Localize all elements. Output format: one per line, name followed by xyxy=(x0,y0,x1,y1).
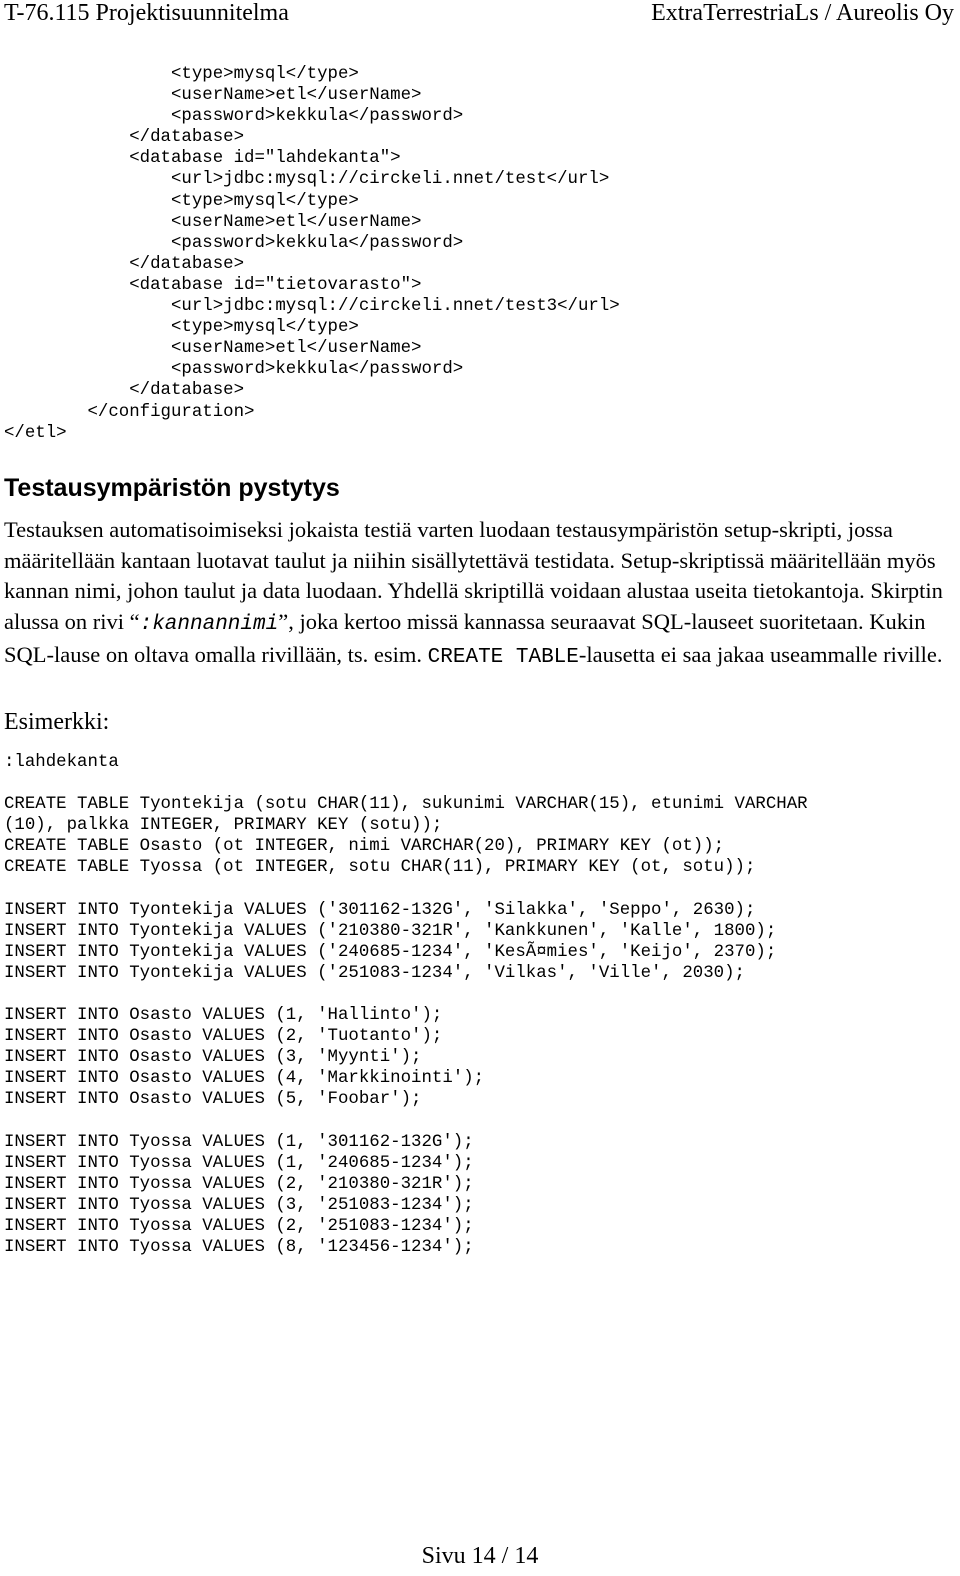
sql-insert-tyossa-block: INSERT INTO Tyossa VALUES (1, '301162-132G'); INSERT INTO Tyossa VALUES (1, '240685-1234'); INSERT INTO Tyossa VALUES (2, '210380-321R'); INSERT INTO Tyossa VALUES (3, '251083-1234'); INSERT INTO Tyossa VALUES (2, '251083-1234'); INSERT INTO Tyossa VALUES (8, '123456-1234'); xyxy=(4,1133,474,1258)
header-company: ExtraTerrestriaLs / Aureolis Oy xyxy=(651,0,954,26)
inline-code-create-table: CREATE TABLE xyxy=(427,646,579,669)
sql-insert-tyontekija-block: INSERT INTO Tyontekija VALUES ('301162-132G', 'Silakka', 'Seppo', 2630); INSERT INTO Tyontekija VALUES ('210380-321R', 'Kankkunen', 'Kalle', 1800); INSERT INTO Tyontekija VALUES ('240685-1234', 'KesÃ¤mies', 'Keijo', 2370); INSERT INTO Tyontekija VALUES ('251083-1234', 'Vilkas', 'Ville', 2030); xyxy=(4,901,777,984)
header-document-code: T-76.115 Projektisuunnitelma xyxy=(4,0,289,26)
paragraph-text-2: ”, joka kertoo missä kannassa seuraavat SQL-lauseet suoritetaan. Kukin SQL-lause on oltava omalla rivillään, ts. esim. xyxy=(4,608,926,667)
sql-create-block: CREATE TABLE Tyontekija (sotu CHAR(11), sukunimi VARCHAR(15), etunimi VARCHAR (10), palkka INTEGER, PRIMARY KEY (sotu)); CREATE TABLE Osasto (ot INTEGER, nimi VARCHAR(20), PRIMARY KEY (ot)); CREATE TABLE Tyossa (ot INTEGER, sotu CHAR(11), PRIMARY KEY (ot, sotu)); xyxy=(4,795,808,878)
xml-config-snippet: <type>mysql</type> <userName>etl</userName> <password>kekkula</password> </database> <database id="lahdekanta"> <url>jdbc:mysql://circkeli.nnet/test</url> <type>mysql</type> <userName>etl</userName> <password>kekkula</password> </database> <database id="tietovarasto"> <url>jdbc:mysql://circkeli.nnet/test3</url> <type>mysql</type> <userName>etl</userName> <password>kekkula</password> </database> </configuration> </etl> xyxy=(4,65,620,443)
page-number: Sivu 14 / 14 xyxy=(421,1543,539,1569)
example-database-label: :lahdekanta xyxy=(4,753,119,772)
section-paragraph xyxy=(4,515,952,674)
inline-code-kannannimi: :kannannimi xyxy=(139,612,279,636)
example-heading: Esimerkki: xyxy=(4,709,110,735)
sql-insert-osasto-block: INSERT INTO Osasto VALUES (1, 'Hallinto'); INSERT INTO Osasto VALUES (2, 'Tuotanto'); INSERT INTO Osasto VALUES (3, 'Myynti'); INSERT INTO Osasto VALUES (4, 'Markkinointi'); INSERT INTO Osasto VALUES (5, 'Foobar'); xyxy=(4,1006,485,1110)
section-heading: Testausympäristön pystytys xyxy=(4,474,340,502)
paragraph-text-1: Testauksen automatisoimiseksi jokaista testiä varten luodaan testausympäristön setup-skripti, jossa määritellään kantaan luotavat taulut ja niihin sisällytettävä testidata. Setup-skriptissä määritellään myös kannan nimi, johon taulut ja data luodaan. Yhdellä skriptillä voidaan alustaa useita tietokantoja. Skirptin alussa on rivi “ xyxy=(4,517,943,634)
paragraph-text-3: -lausetta ei saa jakaa useammalle riville. xyxy=(578,642,943,667)
